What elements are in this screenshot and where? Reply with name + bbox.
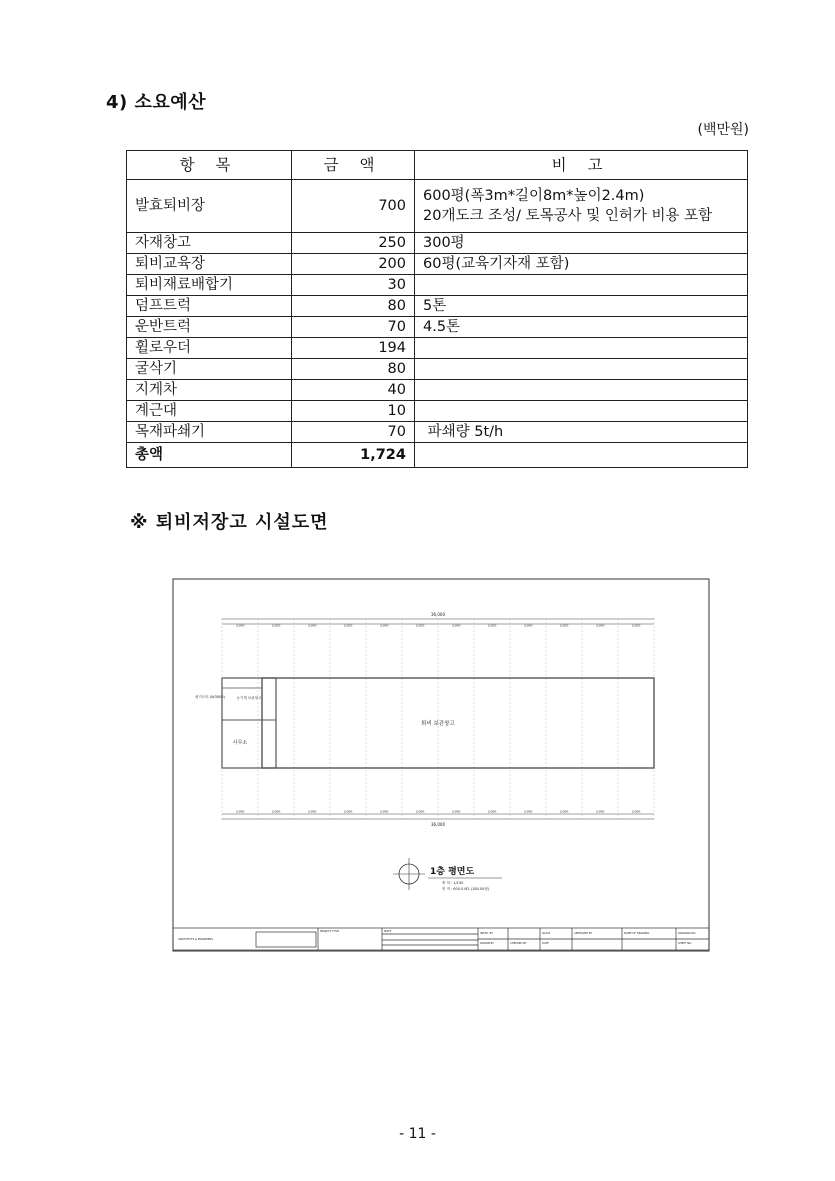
- bay-dimension-label: 3,000: [487, 809, 497, 814]
- title-block-label: SCALE: [542, 932, 551, 935]
- table-header-row: [127, 151, 748, 180]
- unit-label: (백만원): [697, 122, 749, 138]
- note-line: 5톤: [423, 298, 447, 314]
- cell-amount: 194: [292, 338, 415, 359]
- title-block-label: NAME OF DRAWING: [624, 932, 650, 935]
- bay-dimension-label: 3,000: [415, 623, 425, 628]
- page-number: - 11 -: [399, 1126, 436, 1142]
- note-line: 300평: [423, 235, 465, 251]
- cell-note: [415, 254, 748, 275]
- bay-dimension-label: 3,000: [451, 623, 461, 628]
- bay-dimension-label: 3,000: [595, 809, 605, 814]
- bay-dimension-label: 3,000: [631, 809, 641, 814]
- cell-amount: 30: [292, 275, 415, 296]
- bay-dimension-label: 3,000: [235, 623, 245, 628]
- cell-amount: 40: [292, 380, 415, 401]
- table-row: [127, 359, 748, 380]
- bay-dimension-label: 3,000: [343, 623, 353, 628]
- total-row: [127, 443, 748, 468]
- note-line: 60평(교육기자재 포함): [423, 256, 570, 272]
- note-line: 4.5톤: [423, 319, 461, 335]
- title-block-label: INSTD. BY: [480, 932, 493, 935]
- cell-note: [415, 180, 748, 233]
- bay-dimension-label: 3,000: [559, 623, 569, 628]
- cell-amount: 10: [292, 401, 415, 422]
- note-line: 파쇄량 5t/h: [423, 424, 504, 440]
- cell-note: [415, 359, 748, 380]
- title-block-label: DRAWN BY: [480, 942, 494, 945]
- bay-dimension-label: 3,000: [307, 623, 317, 628]
- cell-item: 목재파쇄기: [127, 422, 292, 443]
- room-label-door: 평거도어 (W3000): [195, 695, 225, 699]
- cell-amount: 70: [292, 317, 415, 338]
- total-amount: 1,724: [292, 443, 415, 468]
- plan-title: 1층 평면도: [430, 867, 475, 877]
- total-item: 총액: [127, 443, 292, 468]
- bay-dimension-label: 3,000: [523, 623, 533, 628]
- room-label-main: 퇴비 보관창고: [421, 721, 455, 727]
- bay-dimension-label: 3,000: [523, 809, 533, 814]
- bay-dimension-label: 3,000: [595, 623, 605, 628]
- cell-amount: 80: [292, 359, 415, 380]
- note-line: 20개도크 조성/ 토목공사 및 인허가 비용 포함: [423, 208, 713, 224]
- cell-amount: 200: [292, 254, 415, 275]
- room-label-office: 사무소: [232, 740, 248, 746]
- cell-amount: 700: [292, 180, 415, 233]
- table-row: [127, 422, 748, 443]
- table-row: [127, 338, 748, 359]
- cell-note: [415, 422, 748, 443]
- overall-dim-bottom: 36,000: [431, 822, 445, 827]
- header-note: 비 고: [415, 151, 748, 180]
- bay-dimension-label: 3,000: [343, 809, 353, 814]
- bay-dimension-label: 3,000: [415, 809, 425, 814]
- budget-table: [126, 150, 748, 468]
- table-row: [127, 317, 748, 338]
- plan-area: 면 적 : 600.0 M2 (180.00평): [442, 887, 490, 891]
- cell-note: [415, 401, 748, 422]
- cell-item: 운반트럭: [127, 317, 292, 338]
- cell-note: [415, 296, 748, 317]
- drawing-heading: ※ 퇴비저장고 시설도면: [130, 512, 329, 533]
- bay-dimension-label: 3,000: [307, 809, 317, 814]
- cell-note: [415, 275, 748, 296]
- title-block-label: SHEET NO.: [678, 942, 692, 945]
- table-row: [127, 233, 748, 254]
- bay-dimension-label: 3,000: [451, 809, 461, 814]
- cell-note: [415, 233, 748, 254]
- cell-item: 발효퇴비장: [127, 180, 292, 233]
- room-label-equipment: 농기계 보관창고: [236, 696, 262, 700]
- table-row: [127, 296, 748, 317]
- table-row: [127, 401, 748, 422]
- table-row: [127, 254, 748, 275]
- floor-plan-drawing: [172, 578, 710, 952]
- title-block-label: PROJECT TITLE: [320, 930, 340, 933]
- plan-scale: 축 척 : 1/100: [442, 881, 464, 885]
- section-title: 4) 소요예산: [106, 92, 207, 113]
- cell-amount: 70: [292, 422, 415, 443]
- bay-dimension-label: 3,000: [379, 623, 389, 628]
- cell-item: 퇴비재료배합기: [127, 275, 292, 296]
- header-amount: 금 액: [292, 151, 415, 180]
- note-line: 600평(폭3m*길이8m*높이2.4m): [423, 188, 645, 204]
- cell-amount: 80: [292, 296, 415, 317]
- table-row: [127, 180, 748, 233]
- bay-dimension-label: 3,000: [631, 623, 641, 628]
- overall-dim-top: 36,000: [431, 612, 445, 617]
- cell-item: 덤프트럭: [127, 296, 292, 317]
- cell-item: 계근대: [127, 401, 292, 422]
- cell-item: 퇴비교육장: [127, 254, 292, 275]
- bay-dimension-label: 3,000: [559, 809, 569, 814]
- bay-dimension-label: 3,000: [487, 623, 497, 628]
- table-body: [127, 180, 748, 468]
- cell-item: 굴삭기: [127, 359, 292, 380]
- bay-dimension-label: 3,000: [271, 623, 281, 628]
- title-block-label: CHECKED BY: [510, 942, 527, 945]
- total-note: [415, 443, 748, 468]
- cell-note: [415, 380, 748, 401]
- bay-dimension-label: 3,000: [235, 809, 245, 814]
- title-block-label: DRAWING NO.: [678, 932, 697, 935]
- table-row: [127, 275, 748, 296]
- bay-dimension-label: 3,000: [379, 809, 389, 814]
- table-row: [127, 380, 748, 401]
- title-block-label: ARCHITECTS & ENGINEERS: [178, 938, 213, 941]
- title-block-label: APPROVED BY: [574, 932, 593, 935]
- bay-dimension-label: 3,000: [271, 809, 281, 814]
- title-block-label: DATE: [542, 942, 549, 945]
- cell-amount: 250: [292, 233, 415, 254]
- cell-note: [415, 317, 748, 338]
- cell-item: 지게차: [127, 380, 292, 401]
- header-item: 항 목: [127, 151, 292, 180]
- cell-item: 휠로우더: [127, 338, 292, 359]
- cell-item: 자재창고: [127, 233, 292, 254]
- cell-note: [415, 338, 748, 359]
- title-block-label: NOTE: [384, 930, 392, 933]
